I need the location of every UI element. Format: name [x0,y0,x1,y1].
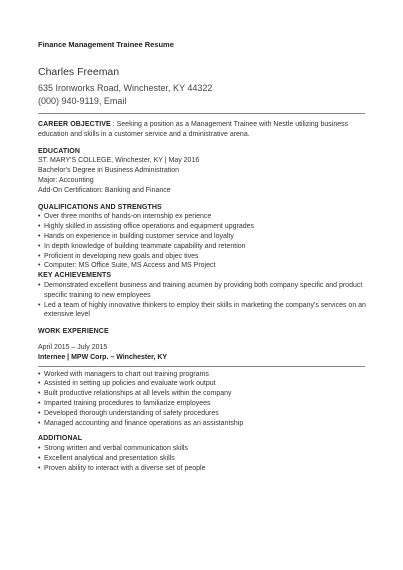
list-item-text: Led a team of highly innovative thinkers to employ their skills in marketing the company's services on an extensive level [44,301,366,319]
resume-body [38,120,366,474]
education-major: Major: Accounting [38,176,94,184]
list-item [38,444,366,454]
list-item-text: Worked with managers to chart out training programs [44,370,209,378]
list-item-text: Demonstrated excellent business and training acumen by providing both company specific and product specific training to new employees [44,281,363,299]
qualifications-list [38,212,366,271]
list-item-text: Imparted training procedures to familiarize employees [44,399,211,407]
candidate-name: Charles Freeman [38,66,120,78]
list-item [38,399,366,409]
achievements-heading: KEY ACHIEVEMENTS [38,272,112,280]
list-item [38,389,366,399]
contact-block [38,82,212,107]
bullet-icon: • [38,419,41,427]
document-title: Finance Management Trainee Resume [38,40,174,49]
education-certification: Add-On Certification: Banking and Finance [38,186,171,194]
experience-position: Internee | MPW Corp. – Winchester, KY [38,353,168,361]
bullet-icon: • [38,380,41,388]
list-item-text: Computer: MS Office Suite, MS Access and MS Project [44,262,216,270]
list-item [38,242,366,252]
list-item [38,232,366,242]
list-item [38,252,366,262]
list-item [38,281,366,301]
bullet-icon: • [38,390,41,398]
list-item-text: In depth knowledge of building teammate capability and retention [44,242,246,250]
additional-section [38,434,366,473]
phone-email-line: (000) 940-9119, Email [38,95,127,106]
objective-section [38,120,366,140]
bullet-icon: • [38,399,41,407]
bullet-icon: • [38,445,41,453]
additional-list [38,444,366,473]
list-item [38,409,366,419]
list-item-text: Developed thorough understanding of safety procedures [44,409,219,417]
bullet-icon: • [38,213,41,221]
list-item-text: Hands on experience in building customer service and loyalty [44,232,234,240]
list-item [38,261,366,271]
list-item-text: Managed accounting and finance operations as an assistantship [44,419,244,427]
bullet-icon: • [38,454,41,462]
education-school: ST. MARY'S COLLEGE, Winchester, KY | May 2016 [38,157,200,165]
header-divider [38,113,365,114]
bullet-icon: • [38,262,41,270]
bullet-icon: • [38,409,41,417]
list-item-text: Assisted in setting up policies and evaluate work output [44,380,216,388]
list-item-text: Proven ability to interact with a diverse set of people [44,464,206,472]
education-heading: EDUCATION [38,147,80,155]
list-item-text: Highly skilled in assisting office operations and equipment upgrades [44,223,254,231]
list-item [38,370,366,380]
experience-list [38,370,366,429]
bullet-icon: • [38,223,41,231]
education-section [38,147,366,196]
bullet-icon: • [38,370,41,378]
list-item-text: Built productive relationships at all levels within the company [44,390,232,398]
experience-heading: WORK EXPERIENCE [38,328,109,336]
list-item [38,379,366,389]
list-item [38,212,366,222]
bullet-icon: • [38,301,41,309]
list-item [38,464,366,474]
list-item-text: Proficient in developing new goals and objec tives [44,252,199,260]
bullet-icon: • [38,232,41,240]
bullet-icon: • [38,242,41,250]
education-degree: Bachelor's Degree in Business Administration [38,167,180,175]
experience-dates: April 2015 – July 2015 [38,343,108,351]
achievements-section [38,271,366,320]
additional-heading: ADDITIONAL [38,435,83,443]
list-item-text: Over three months of hands-on internship ex perience [44,213,212,221]
bullet-icon: • [38,464,41,472]
list-item [38,454,366,464]
experience-divider [38,366,365,367]
bullet-icon: • [38,252,41,260]
list-item [38,419,366,429]
qualifications-section [38,203,366,272]
list-item-text: Excellent analytical and presentation skills [44,454,175,462]
list-item [38,222,366,232]
objective-heading: CAREER OBJECTIVE [38,121,111,128]
list-item [38,301,366,321]
achievements-list [38,281,366,320]
list-item-text: Strong written and verbal communication skills [44,445,188,453]
objective-text: : Seeking a position as a Management Trainee with Nestle utilizing business education and skills in a customer service and a dministrative arena. [38,121,349,138]
qualifications-heading: QUALIFICATIONS AND STRENGTHS [38,203,162,211]
bullet-icon: • [38,281,41,289]
address-line: 635 Ironworks Road, Winchester, KY 44322 [38,83,213,93]
experience-section [38,327,366,428]
